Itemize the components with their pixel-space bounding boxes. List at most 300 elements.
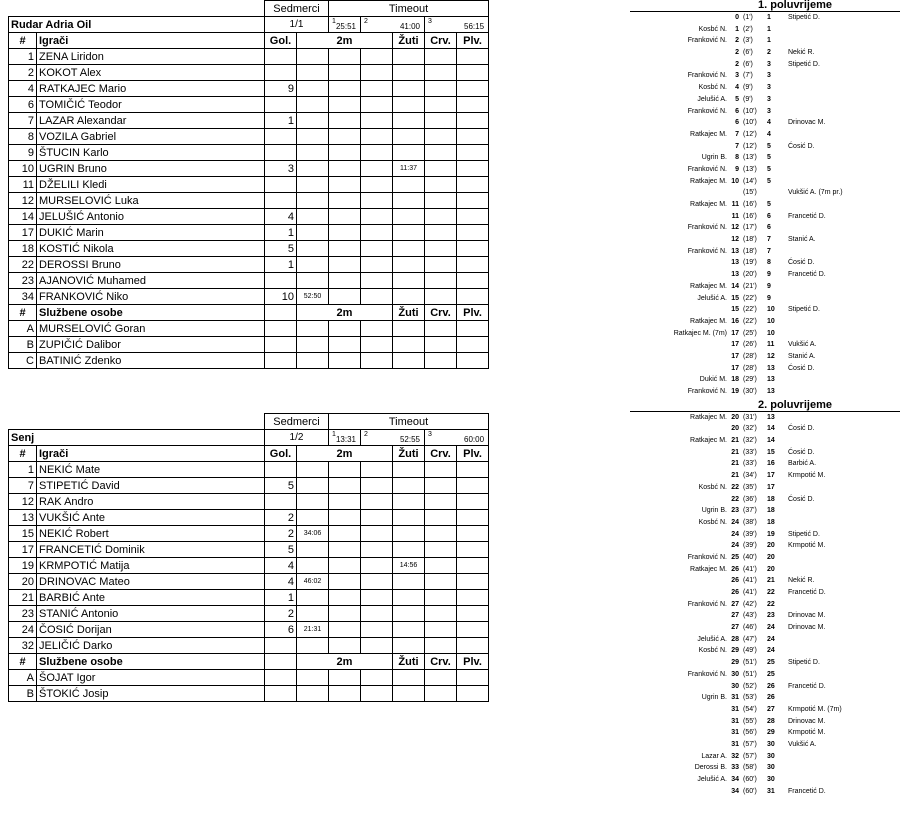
away-scorer: Stipetić D. — [788, 306, 820, 314]
away-score: 5 — [767, 154, 771, 162]
official-name: ZUPIČIĆ Dalibor — [37, 337, 265, 353]
away-score: 10 — [767, 317, 775, 325]
away-scorer: Drinovac M. — [788, 624, 826, 632]
player-goals: 9 — [265, 81, 297, 97]
goal-event — [630, 164, 900, 176]
col-red: Crv. — [425, 33, 457, 49]
event-minute: (40') — [743, 553, 757, 561]
away-score: 28 — [767, 717, 775, 725]
event-minute: (38') — [743, 518, 757, 526]
event-minute: (51') — [743, 659, 757, 667]
home-score: 31 — [731, 729, 739, 737]
event-minute: (57') — [743, 740, 757, 748]
officials-red-head: Crv. — [425, 654, 457, 670]
official-cell — [425, 686, 457, 702]
player-suspension-3 — [361, 49, 393, 65]
player-suspension-3 — [361, 558, 393, 574]
event-minute: (22') — [743, 317, 757, 325]
goal-event — [630, 786, 900, 798]
player-name: AJANOVIĆ Muhamed — [37, 273, 265, 289]
player-number: 23 — [9, 606, 37, 622]
event-minute: (2') — [743, 25, 753, 33]
home-score: 12 — [731, 236, 739, 244]
player-suspension-2 — [329, 638, 361, 654]
player-row — [9, 590, 489, 606]
player-blue — [457, 273, 489, 289]
away-score: 3 — [767, 107, 771, 115]
player-blue — [457, 209, 489, 225]
player-yellow — [393, 129, 425, 145]
away-score: 16 — [767, 460, 775, 468]
officials-yellow-head: Žuti — [393, 305, 425, 321]
player-suspension-1 — [297, 161, 329, 177]
player-red — [425, 478, 457, 494]
team-sheet-home — [8, 0, 488, 369]
player-name: DUKIĆ Marin — [37, 225, 265, 241]
event-minute: (41') — [743, 577, 757, 585]
event-minute: (33') — [743, 448, 757, 456]
player-name: STANIĆ Antonio — [37, 606, 265, 622]
event-minute: (1') — [743, 14, 753, 21]
event-minute: (28') — [743, 352, 757, 360]
player-blue — [457, 622, 489, 638]
player-suspension-1 — [297, 65, 329, 81]
goal-event — [630, 94, 900, 106]
official-cell — [457, 321, 489, 337]
official-cell — [329, 670, 361, 686]
away-score: 5 — [767, 142, 771, 150]
event-minute: (60') — [743, 787, 757, 795]
team-name: Rudar Adria Oil — [9, 17, 265, 33]
home-score: 28 — [731, 635, 739, 643]
player-blue — [457, 289, 489, 305]
col-number: # — [9, 33, 37, 49]
goal-event — [630, 363, 900, 375]
away-scorer: Ćosić D. — [788, 142, 815, 150]
away-score: 15 — [767, 448, 775, 456]
player-row — [9, 606, 489, 622]
goal-event — [630, 622, 900, 634]
away-score: 3 — [767, 95, 771, 103]
player-goals — [265, 177, 297, 193]
home-scorer: Kosbć N. — [698, 647, 727, 655]
player-suspension-1: 46:02 — [297, 574, 329, 590]
player-row — [9, 462, 489, 478]
goal-event — [630, 246, 900, 258]
event-minute: (16') — [743, 212, 757, 220]
goal-event — [630, 234, 900, 246]
away-score: 9 — [767, 282, 771, 290]
player-goals — [265, 145, 297, 161]
player-yellow: 14:56 — [393, 558, 425, 574]
away-score: 23 — [767, 612, 775, 620]
home-scorer: Kosbć N. — [698, 483, 727, 491]
goal-event — [630, 351, 900, 363]
player-name: FRANKOVIĆ Niko — [37, 289, 265, 305]
player-suspension-2 — [329, 113, 361, 129]
home-scorer: Ratkajec M. — [690, 282, 727, 290]
official-cell — [457, 686, 489, 702]
player-red — [425, 542, 457, 558]
timeout-time: 41:00 — [399, 22, 420, 31]
player-suspension-1 — [297, 478, 329, 494]
timeout-index: 1 — [332, 431, 336, 438]
player-yellow — [393, 65, 425, 81]
player-goals: 3 — [265, 161, 297, 177]
home-scorer: Jelušić A. — [697, 776, 727, 783]
player-blue — [457, 462, 489, 478]
player-suspension-2 — [329, 526, 361, 542]
goal-event — [630, 129, 900, 141]
player-blue — [457, 177, 489, 193]
player-row — [9, 209, 489, 225]
player-blue — [457, 225, 489, 241]
away-scorer: Stanić A. — [788, 352, 816, 360]
col-red: Crv. — [425, 446, 457, 462]
player-suspension-2 — [329, 510, 361, 526]
goal-event — [630, 47, 900, 59]
home-score: 3 — [735, 72, 739, 80]
player-red — [425, 622, 457, 638]
player-row — [9, 478, 489, 494]
home-score: 9 — [735, 165, 739, 173]
home-scorer: Ratkajec M. — [690, 413, 727, 421]
player-goals: 1 — [265, 257, 297, 273]
player-row — [9, 241, 489, 257]
sedmerci-value: 1/1 — [265, 17, 329, 33]
player-name: RATKAJEC Mario — [37, 81, 265, 97]
away-score: 17 — [767, 483, 775, 491]
home-scorer: Ugrin B. — [701, 507, 727, 515]
official-row — [9, 686, 489, 702]
event-minute: (51') — [743, 670, 757, 678]
goal-event — [630, 517, 900, 529]
official-cell — [393, 353, 425, 369]
official-cell — [425, 670, 457, 686]
event-minute: (17') — [743, 224, 757, 232]
player-suspension-1 — [297, 81, 329, 97]
player-red — [425, 558, 457, 574]
home-scorer: Franković N. — [687, 165, 727, 173]
away-score: 13 — [767, 413, 775, 421]
player-red — [425, 145, 457, 161]
home-scorer: Franković N. — [687, 72, 727, 80]
timeout-1 — [329, 430, 361, 446]
event-minute: (46') — [743, 624, 757, 632]
match-timeline — [630, 0, 900, 797]
player-suspension-2 — [329, 542, 361, 558]
away-score: 31 — [767, 787, 775, 795]
player-suspension-3 — [361, 193, 393, 209]
official-cell — [297, 670, 329, 686]
player-suspension-2 — [329, 241, 361, 257]
player-red — [425, 574, 457, 590]
goal-event — [630, 269, 900, 281]
away-score: 26 — [767, 694, 775, 702]
goal-event — [630, 599, 900, 611]
home-score: 8 — [735, 154, 739, 162]
player-name: UGRIN Bruno — [37, 161, 265, 177]
player-yellow — [393, 97, 425, 113]
home-score: 22 — [731, 483, 739, 491]
player-yellow — [393, 113, 425, 129]
player-goals — [265, 462, 297, 478]
away-score: 24 — [767, 624, 775, 632]
col-blue: Plv. — [457, 446, 489, 462]
home-scorer: Ratkajec M. — [690, 130, 727, 138]
away-score: 30 — [767, 740, 775, 748]
event-minute: (47') — [743, 635, 757, 643]
goal-event — [630, 412, 900, 424]
player-goals: 5 — [265, 478, 297, 494]
away-score: 6 — [767, 212, 771, 220]
event-minute: (28') — [743, 364, 757, 372]
official-cell — [329, 686, 361, 702]
goal-event — [630, 257, 900, 269]
event-minute: (60') — [743, 776, 757, 783]
goal-event — [630, 35, 900, 47]
away-score: 3 — [767, 72, 771, 80]
official-cell — [425, 321, 457, 337]
timeout-2 — [361, 17, 425, 33]
home-score: 2 — [735, 49, 739, 57]
home-score: 1 — [735, 25, 739, 33]
timeout-index: 2 — [364, 431, 368, 438]
player-number: 9 — [9, 145, 37, 161]
player-yellow — [393, 478, 425, 494]
away-score: 9 — [767, 294, 771, 302]
event-minute: (22') — [743, 294, 757, 302]
away-score: 24 — [767, 647, 775, 655]
player-suspension-2 — [329, 590, 361, 606]
player-suspension-1 — [297, 510, 329, 526]
official-cell — [425, 337, 457, 353]
event-minute: (39') — [743, 542, 757, 550]
home-score: 24 — [731, 542, 739, 550]
officials-head: Službene osobe — [37, 654, 265, 670]
goal-event — [630, 494, 900, 506]
official-row — [9, 670, 489, 686]
player-goals: 5 — [265, 542, 297, 558]
timeout-index: 3 — [428, 431, 432, 438]
home-scorer: Jelušić A. — [697, 635, 727, 643]
goal-event — [630, 187, 900, 199]
col-two-min: 2m — [297, 33, 393, 49]
away-score: 13 — [767, 388, 775, 395]
player-goals — [265, 494, 297, 510]
official-cell — [265, 686, 297, 702]
goal-event — [630, 117, 900, 129]
player-row — [9, 145, 489, 161]
col-goals: Gol. — [265, 446, 297, 462]
player-blue — [457, 510, 489, 526]
away-score: 1 — [767, 37, 771, 45]
player-number: 8 — [9, 129, 37, 145]
player-row — [9, 81, 489, 97]
away-score: 18 — [767, 518, 775, 526]
timeout-label: Timeout — [329, 1, 489, 17]
timeout-time: 25:51 — [335, 22, 356, 31]
player-red — [425, 462, 457, 478]
home-score: 6 — [735, 119, 739, 127]
player-goals — [265, 638, 297, 654]
event-minute: (9') — [743, 95, 753, 103]
away-scorer: Krmpotić M. (7m) — [788, 705, 842, 713]
event-minute: (14') — [743, 177, 757, 185]
away-score: 29 — [767, 729, 775, 737]
officials-two-min-head: 2m — [297, 654, 393, 670]
player-suspension-3 — [361, 273, 393, 289]
home-score: 21 — [731, 448, 739, 456]
home-score: 34 — [731, 776, 739, 783]
col-number: # — [9, 446, 37, 462]
goal-event — [630, 657, 900, 669]
player-row — [9, 638, 489, 654]
goal-event — [630, 59, 900, 71]
event-minute: (43') — [743, 612, 757, 620]
goal-event — [630, 540, 900, 552]
player-row — [9, 542, 489, 558]
home-score: 26 — [731, 577, 739, 585]
official-cell — [425, 353, 457, 369]
player-row — [9, 622, 489, 638]
player-goals — [265, 65, 297, 81]
official-cell — [297, 337, 329, 353]
official-cell — [265, 670, 297, 686]
away-score: 18 — [767, 495, 775, 503]
player-yellow — [393, 81, 425, 97]
official-cell — [297, 686, 329, 702]
player-yellow — [393, 209, 425, 225]
event-minute: (6') — [743, 60, 753, 68]
away-score: 27 — [767, 705, 775, 713]
player-name: VOZILA Gabriel — [37, 129, 265, 145]
officials-blue-head: Plv. — [457, 305, 489, 321]
player-row — [9, 526, 489, 542]
player-suspension-1: 52:50 — [297, 289, 329, 305]
home-score: 13 — [731, 247, 739, 255]
player-number: 13 — [9, 510, 37, 526]
player-suspension-3 — [361, 65, 393, 81]
player-goals: 1 — [265, 225, 297, 241]
away-score: 20 — [767, 542, 775, 550]
event-minute: (36') — [743, 495, 757, 503]
goal-event — [630, 106, 900, 118]
event-minute: (42') — [743, 600, 757, 608]
player-red — [425, 97, 457, 113]
away-score: 13 — [767, 376, 775, 384]
player-yellow — [393, 49, 425, 65]
event-minute: (18') — [743, 247, 757, 255]
event-minute: (41') — [743, 589, 757, 596]
home-score: 2 — [735, 37, 739, 45]
timeout-index: 2 — [364, 18, 368, 25]
player-yellow — [393, 574, 425, 590]
home-scorer: Derossi B. — [694, 764, 727, 772]
event-minute: (10') — [743, 107, 757, 115]
team-table — [8, 413, 489, 702]
player-suspension-3 — [361, 494, 393, 510]
player-yellow — [393, 462, 425, 478]
player-goals: 4 — [265, 558, 297, 574]
event-minute: (30') — [743, 388, 757, 395]
player-blue — [457, 193, 489, 209]
player-row — [9, 289, 489, 305]
player-yellow: 11:37 — [393, 161, 425, 177]
player-row — [9, 558, 489, 574]
player-suspension-1 — [297, 129, 329, 145]
home-score: 5 — [735, 95, 739, 103]
player-name: NEKIĆ Mate — [37, 462, 265, 478]
away-score: 18 — [767, 507, 775, 515]
player-yellow — [393, 526, 425, 542]
home-score: 31 — [731, 740, 739, 748]
player-suspension-2 — [329, 574, 361, 590]
player-suspension-3 — [361, 113, 393, 129]
officials-blue-head: Plv. — [457, 654, 489, 670]
player-red — [425, 510, 457, 526]
player-row — [9, 97, 489, 113]
home-score: 29 — [731, 647, 739, 655]
player-number: 11 — [9, 177, 37, 193]
goal-event — [630, 293, 900, 305]
home-scorer: Ratkajec M. — [690, 177, 727, 185]
goal-event — [630, 704, 900, 716]
home-score: 32 — [731, 752, 739, 760]
event-minute: (57') — [743, 752, 757, 760]
away-score: 12 — [767, 352, 775, 360]
goal-event — [630, 141, 900, 153]
away-score: 30 — [767, 776, 775, 783]
away-scorer: Francetić D. — [788, 271, 826, 279]
goal-event — [630, 482, 900, 494]
player-red — [425, 161, 457, 177]
home-score: 11 — [731, 212, 739, 220]
event-minute: (29') — [743, 376, 757, 384]
away-score: 3 — [767, 60, 771, 68]
player-red — [425, 81, 457, 97]
away-score: 9 — [767, 271, 771, 279]
away-score: 10 — [767, 329, 775, 337]
home-scorer: Ugrin B. — [701, 694, 727, 702]
official-cell — [329, 321, 361, 337]
away-score: 2 — [767, 49, 771, 57]
event-minute: (26') — [743, 341, 757, 349]
event-minute: (33') — [743, 460, 757, 468]
player-red — [425, 177, 457, 193]
home-score: 20 — [731, 413, 739, 421]
player-suspension-2 — [329, 177, 361, 193]
event-minute: (41') — [743, 565, 757, 573]
player-suspension-1 — [297, 273, 329, 289]
official-cell — [361, 321, 393, 337]
first-half-heading: 1. poluvrijeme — [630, 0, 900, 12]
official-letter: B — [9, 337, 37, 353]
player-suspension-1 — [297, 177, 329, 193]
official-row — [9, 353, 489, 369]
player-red — [425, 638, 457, 654]
player-suspension-3 — [361, 462, 393, 478]
player-goals — [265, 97, 297, 113]
player-name: STIPETIĆ David — [37, 478, 265, 494]
goal-event — [630, 435, 900, 447]
official-letter: C — [9, 353, 37, 369]
home-score: 2 — [735, 60, 739, 68]
goal-event — [630, 458, 900, 470]
event-minute: (19') — [743, 259, 757, 267]
player-number: 19 — [9, 558, 37, 574]
goal-event — [630, 505, 900, 517]
